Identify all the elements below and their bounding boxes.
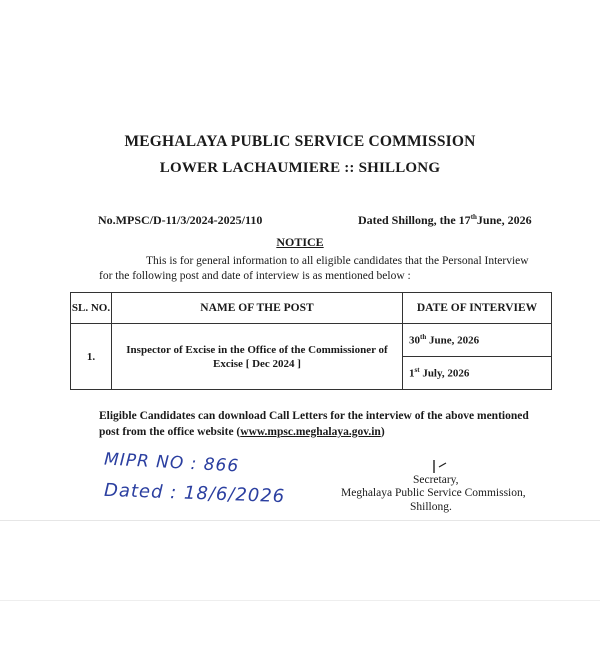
instructions-close: ) xyxy=(380,426,385,438)
dated-superscript: th xyxy=(470,213,477,221)
dated-suffix: June, 2026 xyxy=(476,213,532,227)
scan-artifact-line xyxy=(0,520,600,521)
row-interview-date xyxy=(403,357,552,390)
header-interview-date: DATE OF INTERVIEW xyxy=(403,293,552,324)
header-sl-no: SL. NO. xyxy=(71,293,112,324)
org-location: LOWER LACHAUMIERE :: SHILLONG xyxy=(159,160,441,176)
notice-title-text: NOTICE xyxy=(276,235,324,249)
date-rest: July, 2026 xyxy=(419,367,470,380)
scan-artifact-line xyxy=(0,600,600,601)
table-row xyxy=(71,324,552,357)
dated-line xyxy=(358,213,532,228)
date-rest: June, 2026 xyxy=(426,334,480,347)
interview-table xyxy=(70,292,552,390)
handwritten-mipr-number: MIPR NO : 866 xyxy=(103,449,240,477)
signatory-title: Secretary, xyxy=(413,474,459,486)
org-heading: MEGHALAYA PUBLIC SERVICE COMMISSION xyxy=(124,133,476,150)
website-link[interactable]: www.mpsc.meghalaya.gov.in xyxy=(240,426,381,438)
instructions-text: Eligible Candidates can download Call Letters for the interview of the above mentioned post from the office website ( xyxy=(99,410,529,438)
download-instructions xyxy=(99,408,539,440)
signatory-org: Meghalaya Public Service Commission, xyxy=(341,487,526,499)
handwritten-date: Dated : 18/6/2026 xyxy=(103,479,286,508)
notice-title xyxy=(0,235,600,250)
row-sl-no: 1. xyxy=(71,324,112,390)
date-superscript: st xyxy=(414,366,420,375)
row-post-name: Inspector of Excise in the Office of the Commissioner of Excise [ Dec 2024 ] xyxy=(112,324,403,390)
row-interview-date xyxy=(403,324,552,357)
intro-paragraph: This is for general information to all eligible candidates that the Personal Interview for the following post and date of interview is as mentioned below : xyxy=(99,255,529,282)
date-day: 30 xyxy=(409,334,420,347)
dated-prefix: Dated Shillong, the 17 xyxy=(358,213,471,227)
reference-number: No.MPSC/D-11/3/2024-2025/110 xyxy=(98,213,263,227)
table-header-row xyxy=(71,293,552,324)
date-day: 1 xyxy=(409,367,415,380)
date-superscript: th xyxy=(420,333,427,342)
header-post-name: NAME OF THE POST xyxy=(112,293,403,324)
signatory-place: Shillong. xyxy=(410,501,452,513)
